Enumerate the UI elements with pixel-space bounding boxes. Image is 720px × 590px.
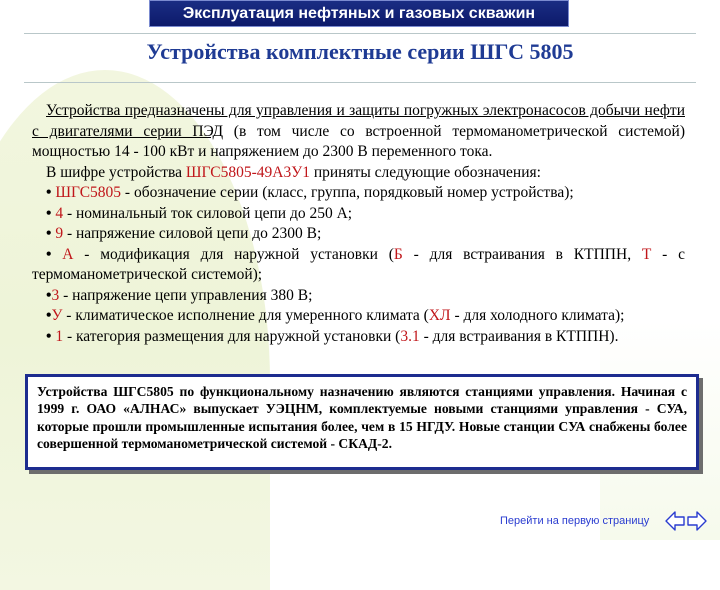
header-title: Эксплуатация нефтяных и газовых скважин [182, 5, 536, 22]
intro-paragraph [32, 101, 685, 163]
list-item: • ШГС5805 - обозначение серии (класс, группа, порядковый номер устройства); [46, 184, 574, 201]
bullet-icon: • [46, 307, 52, 324]
first-page-link[interactable]: Перейти на первую страницу [500, 515, 650, 527]
info-box [25, 374, 699, 470]
bullet-icon: • [46, 286, 52, 304]
header-bar [149, 0, 569, 27]
list-item: •3 - напряжение цепи управления 380 В; [46, 286, 313, 304]
bullet-icon: • [46, 245, 52, 263]
bullet-icon: • [46, 225, 52, 242]
main-content [32, 101, 685, 347]
top-divider [24, 33, 696, 34]
bullet-icon: • [46, 204, 52, 222]
list-item: • А - модификация для наружной установки (Б - для встраивания в КТППН, Т - с термоманометрической системой); [32, 245, 686, 283]
arrow-left-icon[interactable] [666, 512, 684, 530]
bullet-icon: • [46, 327, 52, 345]
nav-arrows [664, 509, 708, 533]
bullet-icon: • [46, 184, 52, 201]
list-item: • 9 - напряжение силовой цепи до 2300 В; [46, 225, 322, 242]
list-item: •У - климатическое исполнение для умеренного климата (ХЛ - для холодного климата); [46, 307, 625, 324]
list-item: • 1 - категория размещения для наружной установки (3.1 - для встраивания в КТППН). [46, 327, 619, 345]
title-divider [24, 82, 696, 83]
page-title: Устройства комплектные серии ШГС 5805 [146, 39, 574, 64]
intro-rest: (в том числе со встроенной термоманометрической системой) мощностью 14 - 100 кВт и напряжением до 2300 В переменного тока. [32, 122, 685, 160]
list-item: • 4 - номинальный ток силовой цепи до 250 А; [46, 204, 353, 222]
cipher-line: В шифре устройства ШГС5805-49А3У1 приняты следующие обозначения: [46, 163, 541, 181]
arrow-right-icon[interactable] [688, 512, 706, 530]
info-box-text: Устройства ШГС5805 по функциональному назначению являются станциями управления. Начиная с 1999 г. ОАО «АЛНАС» выпускает УЭЦНМ, комплектуемые новыми станциями управления - СУА, которые прошли промышленные испытания более, чем в 15 НГДУ. Новые станции СУА снабжены более совершенной термоманометрической системой - СКАД-2. [37, 384, 687, 452]
intro-underlined: Устройства предназначены для управления и защиты погружных электронасосов добычи нефти с двигателями серии ПЭД [32, 102, 685, 140]
cipher-code: ШГС5805-49А3У1 [185, 163, 310, 181]
